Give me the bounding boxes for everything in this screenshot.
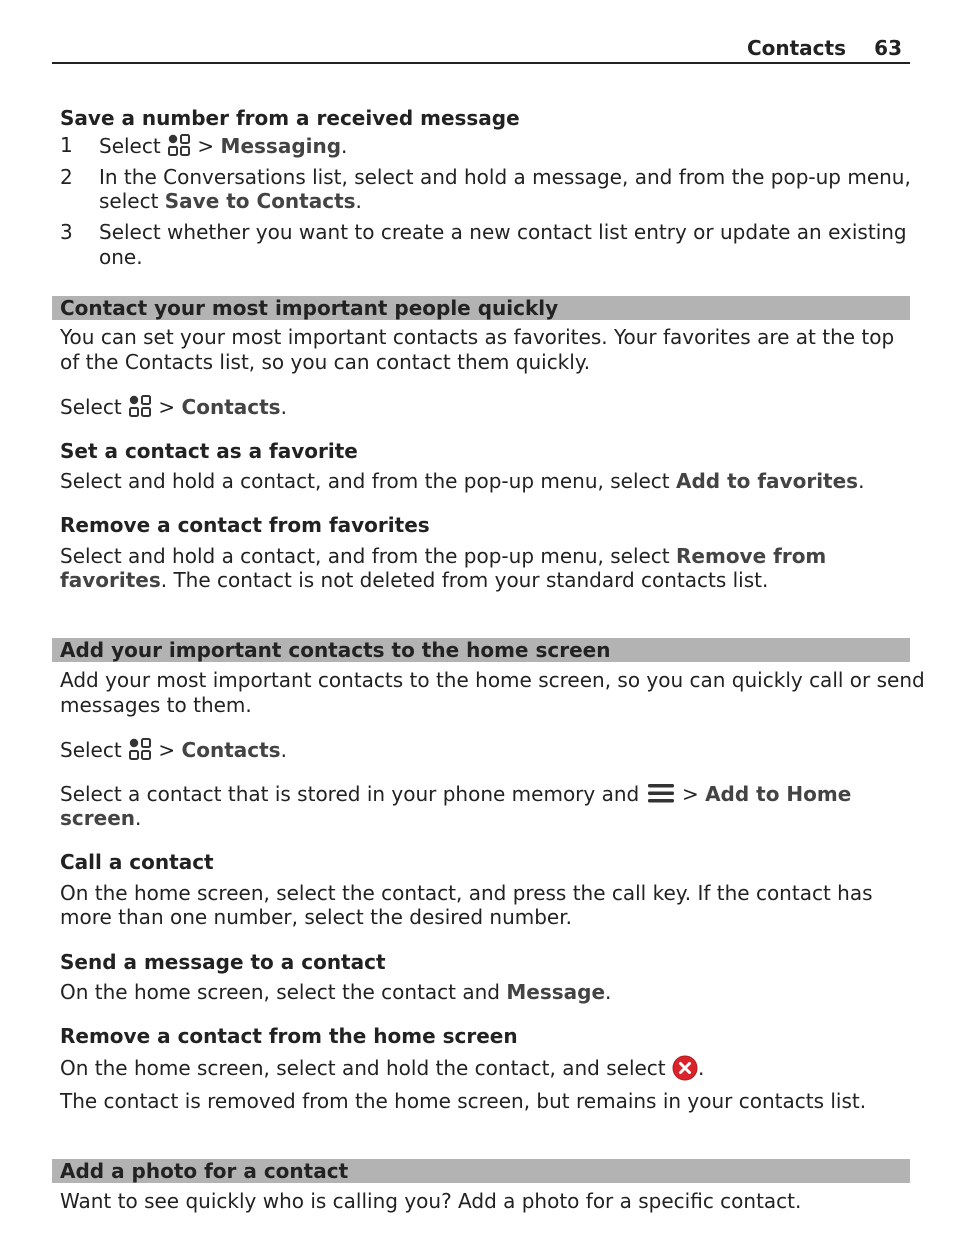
add-to-home-line2: [60, 806, 910, 831]
step-number: 2: [60, 165, 73, 189]
paragraph-line: On the home screen, select the contact, and press the call key. If the contact has: [60, 881, 873, 905]
instruction-text: Select and hold a contact, and from the pop-up menu, select: [60, 544, 677, 568]
step-2-line2: [99, 189, 362, 214]
menu-item-save-to-contacts: Save to Contacts: [164, 189, 356, 213]
punct: .: [698, 1056, 705, 1080]
step-3-line1: Select whether you want to create a new contact list entry or update an existing: [99, 220, 907, 244]
apps-menu-icon: [128, 394, 152, 418]
paragraph-line: Want to see quickly who is calling you? Add a photo for a specific contact.: [60, 1189, 802, 1213]
step-text: Select: [99, 134, 161, 158]
paragraph-line: of the Contacts list, so you can contact them quickly.: [60, 350, 591, 374]
chapter-title: Contacts: [746, 36, 846, 60]
instruction-text: Select: [60, 738, 122, 762]
step-2-line1: In the Conversations list, select and hold a message, and from the pop-up menu,: [99, 165, 911, 189]
page-number: 63: [874, 36, 902, 60]
menu-item-add-to-home-screen: screen: [60, 806, 135, 830]
heading-remove-favorite: Remove a contact from favorites: [60, 513, 430, 537]
remove-favorite-line2: [60, 568, 910, 593]
menu-item-message: Message: [506, 980, 606, 1004]
step-number: 1: [60, 133, 73, 157]
section-bar-home-screen: Add your important contacts to the home screen: [52, 638, 910, 662]
instruction-text: Select: [60, 395, 122, 419]
punct: .: [135, 806, 142, 830]
section-bar-photo: Add a photo for a contact: [52, 1159, 910, 1183]
punct: .: [280, 395, 287, 419]
apps-menu-icon: [128, 737, 152, 761]
heading-save-number: Save a number from a received message: [60, 106, 520, 130]
menu-item-remove-from-favorites: favorites: [60, 568, 161, 592]
separator: >: [152, 395, 182, 419]
select-contacts-instruction: [60, 737, 910, 763]
paragraph-line: The contact is removed from the home screen, but remains in your contacts list.: [60, 1089, 867, 1113]
step-text: select: [99, 189, 165, 213]
separator: >: [675, 782, 706, 806]
select-contacts-instruction: [60, 394, 910, 420]
favorite-instruction: [60, 469, 910, 494]
punct: .: [280, 738, 287, 762]
page-header: [52, 34, 910, 64]
paragraph-line: messages to them.: [60, 693, 252, 717]
menu-path-contacts: Contacts: [181, 395, 281, 419]
instruction-text: Select and hold a contact, and from the pop-up menu, select: [60, 469, 677, 493]
step-3-line2: one.: [99, 245, 143, 269]
menu-item-remove-from-favorites: Remove from: [676, 544, 827, 568]
paragraph-line: more than one number, select the desired number.: [60, 905, 572, 929]
separator: >: [191, 134, 221, 158]
apps-menu-icon: [167, 133, 191, 157]
menu-item-add-to-home-screen: Add to Home: [705, 782, 852, 806]
options-menu-icon: [646, 781, 676, 805]
instruction-text: . The contact is not deleted from your standard contacts list.: [160, 568, 769, 592]
punct: .: [605, 980, 612, 1004]
step-1: [99, 133, 347, 159]
instruction-text: On the home screen, select and hold the contact, and select: [60, 1056, 666, 1080]
instruction-text: On the home screen, select the contact and: [60, 980, 507, 1004]
section-bar-favorites: Contact your most important people quickly: [52, 296, 910, 320]
heading-call-contact: Call a contact: [60, 850, 214, 874]
heading-remove-from-home: Remove a contact from the home screen: [60, 1024, 518, 1048]
remove-favorite-line1: [60, 544, 910, 569]
remove-x-icon: [672, 1055, 698, 1081]
punct: .: [341, 134, 348, 158]
punct: .: [355, 189, 362, 213]
punct: .: [858, 469, 865, 493]
heading-send-message: Send a message to a contact: [60, 950, 386, 974]
instruction-text: Select a contact that is stored in your phone memory and: [60, 782, 640, 806]
paragraph-line: Add your most important contacts to the home screen, so you can quickly call or send: [60, 668, 925, 692]
remove-from-home-instruction: [60, 1055, 910, 1081]
step-number: 3: [60, 220, 73, 244]
menu-path-messaging: Messaging: [220, 134, 342, 158]
heading-set-favorite: Set a contact as a favorite: [60, 439, 358, 463]
separator: >: [152, 738, 182, 762]
menu-item-add-to-favorites: Add to favorites: [676, 469, 859, 493]
add-to-home-line1: [60, 781, 910, 807]
send-message-instruction: [60, 980, 910, 1005]
paragraph-line: You can set your most important contacts as favorites. Your favorites are at the top: [60, 325, 895, 349]
menu-path-contacts: Contacts: [181, 738, 281, 762]
